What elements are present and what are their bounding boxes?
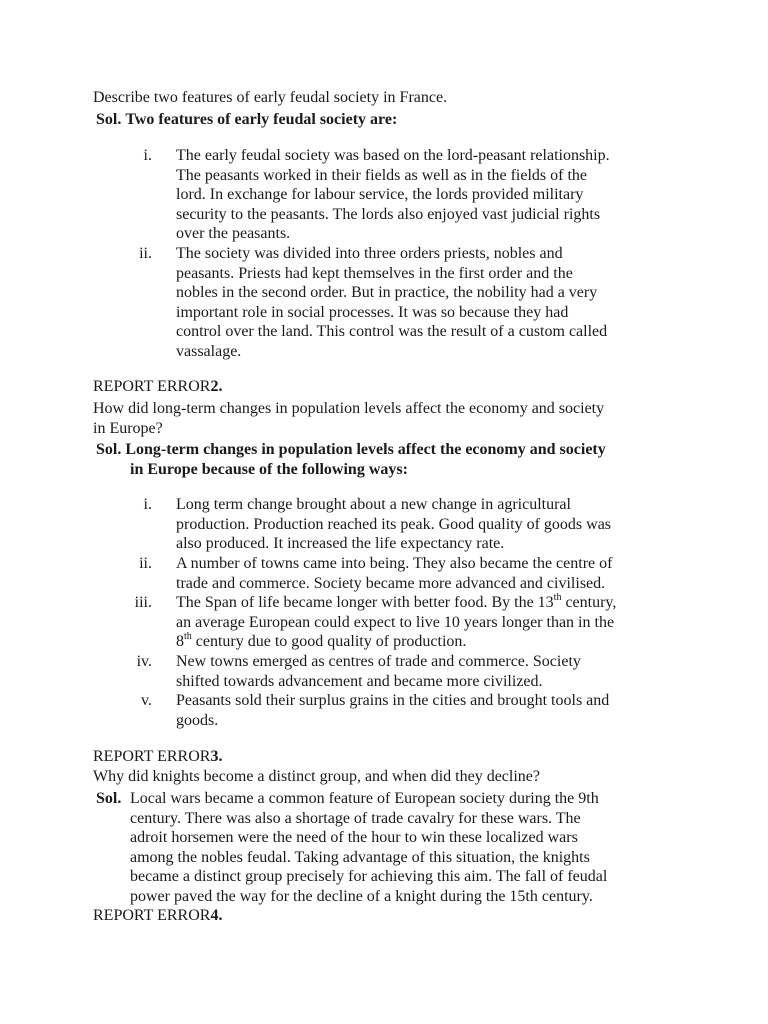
text-line: also produced. It increased the life expectancy rate. <box>176 535 505 553</box>
solution-3-label <box>96 789 121 809</box>
text-line: nobles in the second order. But in practice, the nobility had a very <box>176 284 598 302</box>
list-item-text <box>176 244 696 362</box>
solution-1-heading <box>96 110 397 130</box>
question-number: 3. <box>210 748 223 765</box>
text-run: century due to good quality of production. <box>191 633 467 651</box>
text-line: became a distinct group precisely for achieving this aim. The fall of feudal <box>130 868 608 886</box>
report-error-link-2[interactable] <box>93 377 222 397</box>
text-line: vassalage. <box>176 342 242 360</box>
text-line: A number of towns came into being. They also became the centre of <box>176 555 613 572</box>
text-line: an average European could expect to live 10 years longer than in the <box>176 613 615 631</box>
text-run: 8 <box>176 633 184 651</box>
list-item-text <box>176 691 696 730</box>
list-number: ii. <box>139 245 152 262</box>
text-line <box>176 593 696 613</box>
list-item-text <box>176 593 696 652</box>
text-line: lord. In exchange for labour service, the lords provided military <box>176 186 584 204</box>
text-line: Peasants sold their surplus grains in the cities and brought tools and <box>176 692 610 709</box>
text-line: production. Production reached its peak. Good quality of goods was <box>176 515 612 533</box>
list-number: ii. <box>139 555 152 572</box>
text-run: The Span of life became longer with better food. By the 13 <box>176 594 554 611</box>
sol-label: Sol. <box>96 790 122 807</box>
report-error-label[interactable]: REPORT ERROR <box>93 378 211 395</box>
sol-heading-text: in Europe because of the following ways: <box>130 461 408 478</box>
text-line: important role in social processes. It was so because they had <box>176 303 569 321</box>
solution-2-heading-cont <box>130 460 408 480</box>
list-item-text <box>176 554 696 593</box>
question-number: 2. <box>210 378 223 395</box>
text-line: The early feudal society was based on the lord-peasant relationship. <box>176 147 610 164</box>
question-3: Why did knights become a distinct group, and when did they decline? <box>93 768 540 785</box>
list-item-text <box>176 652 696 691</box>
text-line: trade and commerce. Society became more advanced and civilised. <box>176 574 606 592</box>
report-error-label[interactable]: REPORT ERROR <box>93 907 211 924</box>
report-error-link-4[interactable] <box>93 906 222 926</box>
text-line <box>176 632 696 652</box>
list-item-text <box>176 495 696 554</box>
report-error-label[interactable]: REPORT ERROR <box>93 748 211 765</box>
question-1: Describe two features of early feudal society in France. <box>93 89 448 106</box>
text-line: peasants. Priests had kept themselves in the first order and the <box>176 264 573 282</box>
text-line: goods. <box>176 711 219 729</box>
text-line: Local wars became a common feature of European society during the 9th <box>130 790 599 807</box>
question-2 <box>93 399 604 438</box>
text-run: century, <box>561 594 617 611</box>
superscript: th <box>184 630 192 642</box>
text-line: How did long-term changes in population levels affect the economy and society <box>93 400 605 417</box>
text-line: The society was divided into three orders priests, nobles and <box>176 245 563 262</box>
text-line: over the peasants. <box>176 225 291 243</box>
list-number: iii. <box>134 594 152 611</box>
text-line: century. There was also a shortage of trade cavalry for these wars. The <box>130 809 581 827</box>
question-number: 4. <box>210 907 223 924</box>
list-number: v. <box>141 692 152 709</box>
solution-3-text <box>130 789 690 907</box>
text-line: control over the land. This control was the result of a custom called <box>176 323 608 341</box>
sol-heading-text: Long-term changes in population levels affect the economy and society <box>125 441 606 458</box>
list-item-text <box>176 146 696 244</box>
text-line: adroit horsemen were the need of the hour to win these localized wars <box>130 829 578 847</box>
text-line: among the nobles feudal. Taking advantage of this situation, the knights <box>130 848 590 866</box>
list-number: i. <box>143 496 152 513</box>
text-line: shifted towards advancement and became more civilized. <box>176 672 543 690</box>
text-line: in Europe? <box>93 419 163 437</box>
text-line: New towns emerged as centres of trade and commerce. Society <box>176 653 581 670</box>
sol-label: Sol. <box>96 441 122 458</box>
list-number: iv. <box>136 653 152 670</box>
text-line: security to the peasants. The lords also enjoyed vast judicial rights <box>176 205 601 223</box>
text-line: power paved the way for the decline of a knight during the 15th century. <box>130 887 593 905</box>
sol-label: Sol. <box>96 111 122 128</box>
text-line: Long term change brought about a new change in agricultural <box>176 496 571 513</box>
text-line: The peasants worked in their fields as well as in the fields of the <box>176 166 587 184</box>
report-error-link-3[interactable] <box>93 747 222 767</box>
superscript: th <box>553 591 562 603</box>
list-number: i. <box>143 147 152 164</box>
solution-2-heading <box>96 440 606 460</box>
sol-heading-text: Two features of early feudal society are: <box>125 111 398 128</box>
